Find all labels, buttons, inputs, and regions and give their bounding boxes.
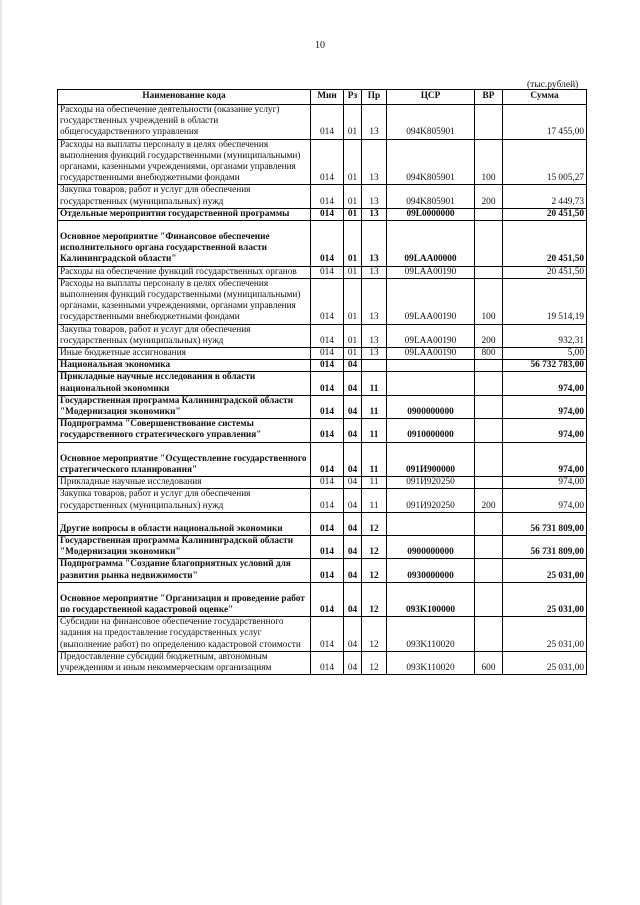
row-sum-cell: 974,00	[503, 419, 587, 442]
row-pr-cell: 12	[362, 559, 387, 582]
row-sum-cell: 20 451,50	[503, 208, 587, 220]
row-rz-cell: 04	[344, 489, 362, 512]
row-rz-cell: 04	[344, 477, 362, 489]
row-sum-cell: 2 449,73	[503, 185, 587, 208]
row-name-cell: Национальная экономика	[58, 360, 311, 372]
row-rz-cell: 01	[344, 278, 362, 324]
row-rz-cell: 04	[344, 582, 362, 616]
table-row	[58, 266, 587, 278]
row-name-cell: Прикладные научные исследования в области национальной экономики	[58, 372, 311, 395]
row-sum-cell: 5,00	[503, 348, 587, 360]
row-rz-cell: 01	[344, 221, 362, 267]
row-name-cell: Расходы на выплаты персоналу в целях обеспечения выполнения функций государственными (муниципальными) органами, казенными учреждениями, органами управления государственными внебюджетными фондами	[58, 278, 311, 324]
row-csr-cell: 09L0000000	[387, 208, 475, 220]
row-pr-cell: 12	[362, 535, 387, 558]
header-sum: Сумма	[503, 90, 587, 105]
row-vr-cell	[475, 372, 503, 395]
table-row	[58, 372, 587, 395]
row-pr-cell: 11	[362, 442, 387, 476]
row-min-cell: 014	[311, 324, 344, 347]
table-row	[58, 512, 587, 535]
row-name-cell: Расходы на обеспечение деятельности (оказание услуг) государственных учреждений в области общегосударственного управления	[58, 105, 311, 140]
row-min-cell: 014	[311, 185, 344, 208]
row-sum-cell: 974,00	[503, 372, 587, 395]
row-name-cell: Другие вопросы в области национальной экономики	[58, 512, 311, 535]
table-row	[58, 208, 587, 220]
table-row	[58, 559, 587, 582]
row-csr-cell: 094K805901	[387, 139, 475, 185]
page-number: 10	[315, 40, 325, 51]
row-min-cell: 014	[311, 651, 344, 674]
row-name-cell: Предоставление субсидий бюджетным, автономным учреждениям и иным некоммерческим организациям	[58, 651, 311, 674]
row-name-cell: Подпрограмма "Совершенствование системы государственного стратегического управления"	[58, 419, 311, 442]
header-pr: Пр	[362, 90, 387, 105]
table-row	[58, 221, 587, 267]
table-row	[58, 348, 587, 360]
table-row	[58, 139, 587, 185]
row-pr-cell: 11	[362, 419, 387, 442]
table-row	[58, 419, 587, 442]
row-rz-cell: 04	[344, 535, 362, 558]
row-min-cell: 014	[311, 489, 344, 512]
row-csr-cell	[387, 360, 475, 372]
row-min-cell: 014	[311, 139, 344, 185]
table-row	[58, 360, 587, 372]
row-name-cell: Закупка товаров, работ и услуг для обеспечения государственных (муниципальных) нужд	[58, 324, 311, 347]
row-pr-cell: 11	[362, 477, 387, 489]
row-pr-cell: 12	[362, 651, 387, 674]
row-min-cell: 014	[311, 617, 344, 652]
table-row	[58, 489, 587, 512]
row-min-cell: 014	[311, 348, 344, 360]
row-csr-cell: 0900000000	[387, 535, 475, 558]
row-rz-cell: 01	[344, 266, 362, 278]
row-vr-cell	[475, 535, 503, 558]
row-vr-cell	[475, 360, 503, 372]
table-row	[58, 535, 587, 558]
row-rz-cell: 04	[344, 419, 362, 442]
row-csr-cell: 091И900000	[387, 442, 475, 476]
row-min-cell: 014	[311, 278, 344, 324]
row-min-cell: 014	[311, 477, 344, 489]
row-csr-cell: 0900000000	[387, 395, 475, 418]
row-pr-cell: 12	[362, 617, 387, 652]
row-name-cell: Государственная программа Калининградской области "Модернизация экономики"	[58, 395, 311, 418]
row-name-cell: Отдельные мероприятия государственной программы	[58, 208, 311, 220]
row-csr-cell: 091И920250	[387, 477, 475, 489]
row-min-cell: 014	[311, 582, 344, 616]
row-rz-cell: 01	[344, 139, 362, 185]
row-pr-cell: 11	[362, 372, 387, 395]
header-csr: ЦСР	[387, 90, 475, 105]
row-name-cell: Государственная программа Калининградской области "Модернизация экономики"	[58, 535, 311, 558]
row-rz-cell: 04	[344, 512, 362, 535]
row-min-cell: 014	[311, 535, 344, 558]
row-csr-cell	[387, 372, 475, 395]
row-csr-cell: 093K100000	[387, 582, 475, 616]
row-vr-cell	[475, 419, 503, 442]
table-header-row	[58, 90, 587, 105]
row-name-cell: Основное мероприятие "Финансовое обеспечение исполнительного органа государственной власти Калининградской области"	[58, 221, 311, 267]
row-vr-cell: 600	[475, 651, 503, 674]
row-sum-cell: 20 451,50	[503, 221, 587, 267]
row-name-cell: Закупка товаров, работ и услуг для обеспечения государственных (муниципальных) нужд	[58, 185, 311, 208]
row-vr-cell: 800	[475, 348, 503, 360]
row-vr-cell	[475, 105, 503, 140]
row-rz-cell: 04	[344, 617, 362, 652]
row-name-cell: Иные бюджетные ассигнования	[58, 348, 311, 360]
row-vr-cell	[475, 221, 503, 267]
row-min-cell: 014	[311, 105, 344, 140]
header-name: Наименование кода	[58, 90, 311, 105]
row-sum-cell: 932,31	[503, 324, 587, 347]
units-label: (тыс.рублей)	[527, 80, 579, 90]
row-sum-cell: 974,00	[503, 477, 587, 489]
row-min-cell: 014	[311, 221, 344, 267]
row-vr-cell: 100	[475, 278, 503, 324]
scan-edge	[0, 0, 2, 905]
row-vr-cell	[475, 559, 503, 582]
table-row	[58, 477, 587, 489]
row-vr-cell: 100	[475, 139, 503, 185]
header-rz: Рз	[344, 90, 362, 105]
row-min-cell: 014	[311, 419, 344, 442]
row-sum-cell: 20 451,50	[503, 266, 587, 278]
budget-table	[57, 89, 587, 675]
row-sum-cell: 17 455,00	[503, 105, 587, 140]
row-rz-cell: 01	[344, 105, 362, 140]
row-pr-cell: 13	[362, 278, 387, 324]
row-name-cell: Основное мероприятие "Осуществление государственного стратегического планирования"	[58, 442, 311, 476]
row-rz-cell: 01	[344, 348, 362, 360]
table-row	[58, 442, 587, 476]
row-csr-cell: 094K805901	[387, 105, 475, 140]
row-pr-cell: 12	[362, 582, 387, 616]
row-min-cell: 014	[311, 372, 344, 395]
row-sum-cell: 25 031,00	[503, 617, 587, 652]
header-vr: ВР	[475, 90, 503, 105]
row-sum-cell: 56 732 783,00	[503, 360, 587, 372]
row-min-cell: 014	[311, 395, 344, 418]
row-pr-cell: 13	[362, 221, 387, 267]
row-csr-cell: 094K805901	[387, 185, 475, 208]
row-csr-cell: 093K110020	[387, 617, 475, 652]
row-rz-cell: 04	[344, 559, 362, 582]
row-pr-cell: 13	[362, 105, 387, 140]
table-row	[58, 582, 587, 616]
row-sum-cell: 974,00	[503, 395, 587, 418]
row-csr-cell: 0930000000	[387, 559, 475, 582]
row-pr-cell: 13	[362, 185, 387, 208]
row-vr-cell	[475, 266, 503, 278]
row-min-cell: 014	[311, 266, 344, 278]
row-pr-cell: 12	[362, 512, 387, 535]
header-min: Мин	[311, 90, 344, 105]
table-row	[58, 617, 587, 652]
row-vr-cell	[475, 442, 503, 476]
row-pr-cell: 13	[362, 266, 387, 278]
row-csr-cell: 09LAA00000	[387, 221, 475, 267]
row-min-cell: 014	[311, 360, 344, 372]
table-row	[58, 651, 587, 674]
row-sum-cell: 974,00	[503, 489, 587, 512]
row-rz-cell: 04	[344, 651, 362, 674]
table-row	[58, 105, 587, 140]
row-pr-cell: 13	[362, 208, 387, 220]
row-rz-cell: 04	[344, 395, 362, 418]
row-sum-cell: 15 005,27	[503, 139, 587, 185]
row-pr-cell: 13	[362, 324, 387, 347]
row-vr-cell: 200	[475, 489, 503, 512]
row-rz-cell: 04	[344, 372, 362, 395]
row-min-cell: 014	[311, 442, 344, 476]
row-csr-cell: 09LAA00190	[387, 348, 475, 360]
row-rz-cell: 01	[344, 324, 362, 347]
row-sum-cell: 25 031,00	[503, 582, 587, 616]
row-min-cell: 014	[311, 559, 344, 582]
row-vr-cell: 200	[475, 185, 503, 208]
row-name-cell: Расходы на выплаты персоналу в целях обеспечения выполнения функций государственными (муниципальными) органами, казенными учреждениями, органами управления государственными внебюджетными фондами	[58, 139, 311, 185]
row-name-cell: Основное мероприятие "Организация и проведение работ по государственной кадастровой оценке"	[58, 582, 311, 616]
row-pr-cell: 13	[362, 348, 387, 360]
row-vr-cell	[475, 477, 503, 489]
row-pr-cell	[362, 360, 387, 372]
row-csr-cell: 09LAA00190	[387, 278, 475, 324]
row-name-cell: Расходы на обеспечение функций государственных органов	[58, 266, 311, 278]
row-csr-cell: 09LAA00190	[387, 266, 475, 278]
table-row	[58, 324, 587, 347]
row-name-cell: Субсидии на финансовое обеспечение государственного задания на предоставление государственных услуг (выполнение работ) по определению кадастровой стоимости	[58, 617, 311, 652]
row-name-cell: Закупка товаров, работ и услуг для обеспечения государственных (муниципальных) нужд	[58, 489, 311, 512]
row-vr-cell	[475, 395, 503, 418]
row-csr-cell	[387, 512, 475, 535]
row-sum-cell: 25 031,00	[503, 559, 587, 582]
row-vr-cell	[475, 512, 503, 535]
row-rz-cell: 01	[344, 185, 362, 208]
row-min-cell: 014	[311, 512, 344, 535]
row-vr-cell	[475, 617, 503, 652]
row-csr-cell: 0910000000	[387, 419, 475, 442]
row-sum-cell: 25 031,00	[503, 651, 587, 674]
table-row	[58, 395, 587, 418]
row-sum-cell: 974,00	[503, 442, 587, 476]
table-row	[58, 185, 587, 208]
row-sum-cell: 19 514,19	[503, 278, 587, 324]
row-min-cell: 014	[311, 208, 344, 220]
row-sum-cell: 56 731 809,00	[503, 535, 587, 558]
row-csr-cell: 09LAA00190	[387, 324, 475, 347]
row-vr-cell	[475, 582, 503, 616]
row-vr-cell	[475, 208, 503, 220]
row-pr-cell: 11	[362, 395, 387, 418]
row-rz-cell: 01	[344, 208, 362, 220]
row-name-cell: Прикладные научные исследования	[58, 477, 311, 489]
row-name-cell: Подпрограмма "Создание благоприятных условий для развития рынка недвижимости"	[58, 559, 311, 582]
table-row	[58, 278, 587, 324]
row-pr-cell: 11	[362, 489, 387, 512]
row-sum-cell: 56 731 809,00	[503, 512, 587, 535]
row-pr-cell: 13	[362, 139, 387, 185]
row-vr-cell: 200	[475, 324, 503, 347]
row-csr-cell: 091И920250	[387, 489, 475, 512]
row-rz-cell: 04	[344, 442, 362, 476]
row-csr-cell: 093K110020	[387, 651, 475, 674]
row-rz-cell: 04	[344, 360, 362, 372]
